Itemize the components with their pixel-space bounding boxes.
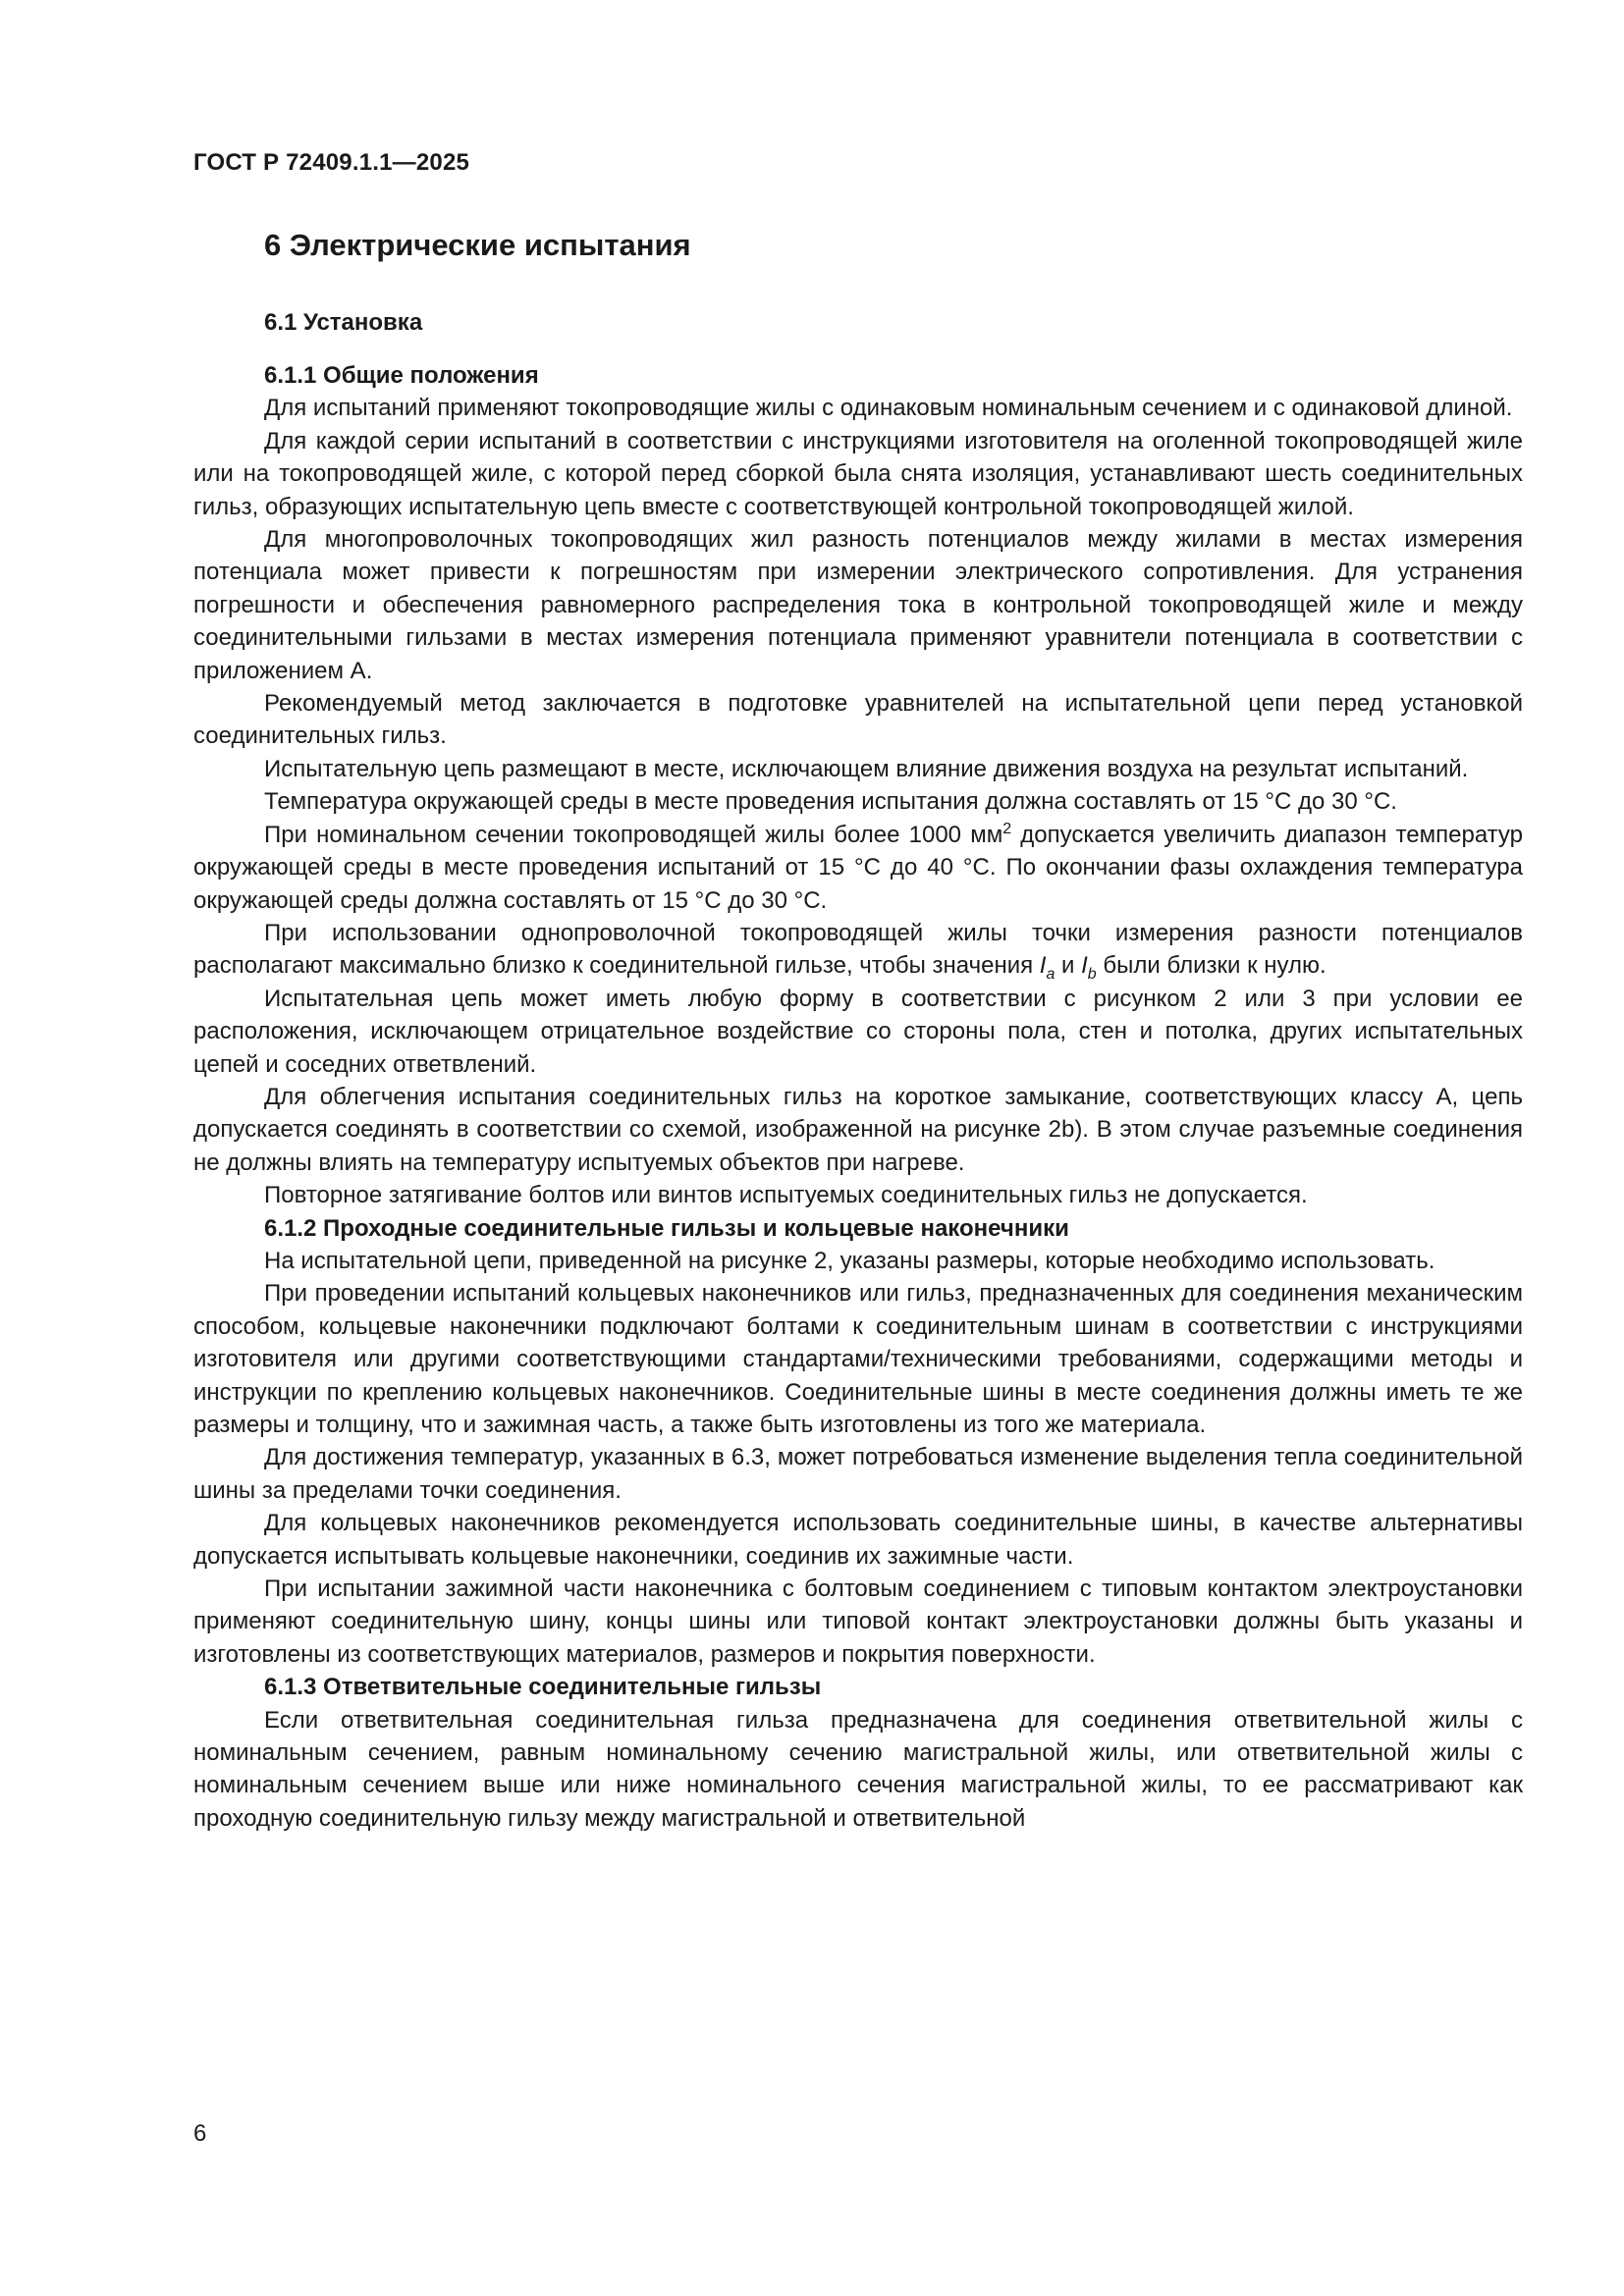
paragraph: Для испытаний применяют токопроводящие жилы с одинаковым номинальным сечением и с одинаковой длиной. bbox=[264, 395, 1513, 422]
paragraph: При проведении испытаний кольцевых наконечников или гильз, предназначенных для соединения механическим способом, кольцевые наконечники подключают болтами к соединительным шинам в соответствии с инструкциями изготовителя или другими соответствующими стандартами/техническими требованиями, содержащими методы и инструкции по креплению кольцевых наконечников. Соединительные шины в месте соединения должны иметь те же размеры и толщину, что и зажимная часть, а также быть изготовлены из того же материала. bbox=[193, 1280, 1523, 1438]
paragraph: Испытательная цепь может иметь любую форму в соответствии с рисунком 2 или 3 при условии ее расположения, исключающем отрицательное воздействие со стороны пола, стен и потолка, других испытательных цепей и соседних ответвлений. bbox=[193, 985, 1523, 1078]
paragraph-cross-section bbox=[193, 819, 1523, 917]
paragraph: Если ответвительная соединительная гильза предназначена для соединения ответвительной жилы с номинальным сечением, равным номинальному сечению магистральной жилы, или ответвительной жилы с номинальным сечением выше или ниже номинального сечения магистральной жилы, то ее рассматривают как проходную соединительную гильзу между магистральной и ответвительной bbox=[193, 1706, 1523, 1832]
subsection-title: 6.1 Установка bbox=[264, 309, 423, 336]
paragraph: Для многопроволочных токопроводящих жил разность потенциалов между жилами в местах измерения потенциала может привести к погрешностям при измерении электрического сопротивления. Для устранения погрешности и обеспечения равномерного распределения тока в контрольной токопроводящей жиле и между соединительными гильзами в местах измерения потенциала применяют уравнители потенциала в соответствии с приложением А. bbox=[193, 526, 1523, 684]
paragraph: Для каждой серии испытаний в соответствии с инструкциями изготовителя на оголенной токопроводящей жиле или на токопроводящей жиле, с которой перед сборкой была снята изоляция, устанавливают шесть соединительных гильз, образующих испытательную цепь вместе с соответствующей контрольной токопроводящей жилой. bbox=[193, 427, 1523, 520]
paragraph: Температура окружающей среды в месте проведения испытания должна составлять от 15 °С до 30 °С. bbox=[264, 788, 1397, 816]
document-standard-header: ГОСТ Р 72409.1.1—2025 bbox=[193, 149, 470, 176]
symbol-i: I bbox=[1081, 952, 1088, 980]
clause-6-1-2-title: 6.1.2 Проходные соединительные гильзы и кольцевые наконечники bbox=[264, 1214, 1069, 1242]
paragraph: Рекомендуемый метод заключается в подготовке уравнителей на испытательной цепи перед установкой соединительных гильз. bbox=[193, 690, 1523, 750]
paragraph: При испытании зажимной части наконечника с болтовым соединением с типовым контактом электроустановки применяют соединительную шину, концы шины или типовой контакт электроустановки должны быть указаны и изготовлены из соответствующих материалов, размеров и покрытия поверхности. bbox=[193, 1575, 1523, 1668]
subscript-b: b bbox=[1087, 966, 1097, 984]
text-run: При номинальном сечении токопроводящей жилы более 1000 мм bbox=[264, 821, 1003, 848]
section-title: 6 Электрические испытания bbox=[264, 228, 691, 262]
paragraph: Испытательную цепь размещают в месте, исключающем влияние движения воздуха на результат испытаний. bbox=[264, 755, 1469, 782]
text-run: допускается увеличить диапазон температур окружающей среды в месте проведения испытаний от 15 °С до 40 °С. По окончании фазы охлаждения температура окружающей среды должна составлять от 15 °С до 30 °С. bbox=[193, 821, 1523, 914]
subscript-a: a bbox=[1046, 966, 1056, 984]
superscript: 2 bbox=[1002, 820, 1012, 837]
paragraph: Для облегчения испытания соединительных гильз на короткое замыкание, соответствующих классу А, цепь допускается соединять в соответствии со схемой, изображенной на рисунке 2b). В этом случае разъемные соединения не должны влиять на температуру испытуемых объектов при нагреве. bbox=[193, 1083, 1523, 1176]
page-content bbox=[193, 224, 1523, 1835]
text-run: были близки к нулю. bbox=[1096, 952, 1326, 980]
paragraph: Для кольцевых наконечников рекомендуется использовать соединительные шины, в качестве альтернативы допускается испытывать кольцевые наконечники, соединив их зажимные части. bbox=[193, 1510, 1523, 1570]
page-number: 6 bbox=[193, 2120, 207, 2147]
symbol-i: I bbox=[1039, 952, 1047, 980]
paragraph-measurement-points bbox=[193, 917, 1523, 983]
paragraph: На испытательной цепи, приведенной на рисунке 2, указаны размеры, которые необходимо использовать. bbox=[264, 1247, 1435, 1274]
text-run: При использовании однопроволочной токопроводящей жилы точки измерения разности потенциалов располагают максимально близко к соединительной гильзе, чтобы значения bbox=[193, 919, 1523, 980]
clause-6-1-1-title: 6.1.1 Общие положения bbox=[264, 362, 539, 389]
paragraph: Для достижения температур, указанных в 6.3, может потребоваться изменение выделения тепла соединительной шины за пределами точки соединения. bbox=[193, 1444, 1523, 1504]
clause-6-1-3-title: 6.1.3 Ответвительные соединительные гильзы bbox=[264, 1674, 822, 1701]
paragraph: Повторное затягивание болтов или винтов испытуемых соединительных гильз не допускается. bbox=[264, 1182, 1308, 1209]
text-run: и bbox=[1055, 952, 1082, 980]
